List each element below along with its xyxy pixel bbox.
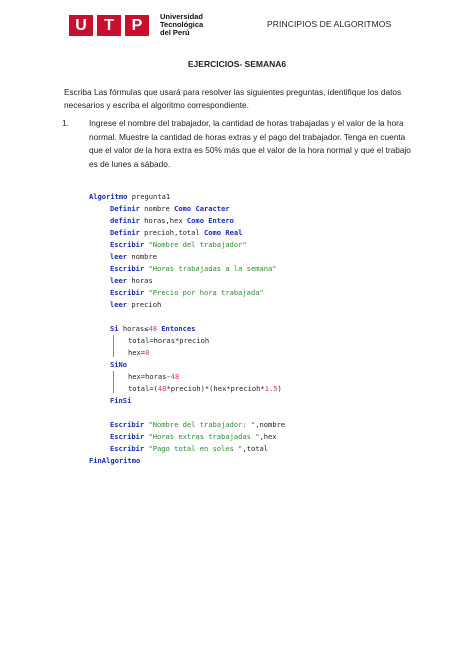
code-line-14 — [110, 359, 127, 370]
code-line-13 — [128, 347, 149, 358]
code-token: nombre — [139, 204, 175, 213]
code-line-21 — [89, 455, 140, 466]
page-header — [0, 0, 474, 50]
code-token: horas≤ — [118, 324, 149, 333]
code-token: precioh — [127, 300, 162, 309]
code-token: FinAlgoritmo — [89, 456, 141, 465]
code-token: Como — [186, 216, 204, 225]
code-token: 48 — [157, 384, 167, 393]
code-token: Escribir — [110, 444, 145, 453]
code-line-5 — [110, 239, 247, 250]
code-token: 1.5 — [264, 384, 278, 393]
code-line-16 — [128, 383, 282, 394]
code-line-8 — [110, 275, 153, 286]
code-token: Entero — [208, 216, 234, 225]
code-token: ,nombre — [255, 420, 286, 429]
code-token: *precioh)*(hex*precioh* — [166, 384, 265, 393]
else-block-guide — [113, 371, 114, 393]
code-line-9 — [110, 287, 264, 298]
code-line-15 — [128, 371, 179, 382]
code-token: total=horas*precioh — [128, 336, 210, 345]
code-token: Escribir — [110, 420, 145, 429]
code-token: 48 — [170, 372, 180, 381]
code-token: horas,hex — [139, 216, 187, 225]
code-token: "Horas trabajadas a la semana" — [148, 264, 277, 273]
code-token: hex=horas- — [128, 372, 171, 381]
code-token: Escribir — [110, 240, 145, 249]
code-token: FinSi — [110, 396, 132, 405]
logo-letter-t: T — [97, 15, 121, 36]
code-line-18 — [110, 419, 285, 430]
code-token: Escribir — [110, 264, 145, 273]
code-token: Definir — [110, 204, 140, 213]
code-token: Caracter — [195, 204, 230, 213]
code-token: Real — [225, 228, 243, 237]
code-line-7 — [110, 263, 277, 274]
code-token: "Nombre del trabajador: " — [148, 420, 256, 429]
code-token: "Precio por hora trabajada" — [148, 288, 264, 297]
exercise-text: Ingrese el nombre del trabajador, la cantidad de horas trabajadas y el valor de la hora normal. Muestre la cantidad de horas extras y el pago del trabajador. Tenga en cuenta que el valor de la hora extra es 50% más que el valor de la hora normal y que el trabajo es de lunes a sábado. — [89, 118, 411, 169]
code-line-6 — [110, 251, 157, 262]
code-token: total=( — [128, 384, 158, 393]
code-token: Escribir — [110, 432, 145, 441]
course-title: PRINCIPIOS DE ALGORITMOS — [267, 19, 392, 29]
code-token: hex= — [128, 348, 146, 357]
code-token: nombre — [127, 252, 157, 261]
code-token: leer — [110, 252, 128, 261]
code-token: Algoritmo — [89, 192, 128, 201]
university-name-line-2: Tecnológica — [160, 20, 204, 29]
code-token: precioh,total — [139, 228, 204, 237]
code-line-1 — [89, 191, 170, 202]
code-token: 48 — [148, 324, 157, 333]
logo-letter-p: P — [125, 15, 149, 36]
code-line-17 — [110, 395, 131, 406]
logo-letter-u: U — [69, 15, 93, 36]
university-name — [160, 13, 203, 37]
document-title: EJERCICIOS- SEMANA6 — [187, 59, 287, 69]
code-token: Si — [110, 324, 119, 333]
code-token: "Pago total en soles " — [148, 444, 243, 453]
code-token: leer — [110, 300, 128, 309]
code-token: Escribir — [110, 288, 145, 297]
code-line-11 — [110, 323, 195, 334]
exercise-number: 1. — [62, 118, 69, 128]
code-line-19 — [110, 431, 277, 442]
university-name-line-1: Universidad — [160, 12, 203, 21]
code-token: Entonces — [161, 324, 196, 333]
code-line-12 — [128, 335, 209, 346]
code-token: "Horas extras trabajadas " — [148, 432, 260, 441]
code-line-10 — [110, 299, 161, 310]
code-token: SiNo — [110, 360, 128, 369]
code-token: pregunta1 — [127, 192, 171, 201]
code-token: Como — [203, 228, 222, 237]
code-token: horas — [127, 276, 153, 285]
code-token: definir — [110, 216, 140, 225]
university-name-line-3: del Perú — [160, 28, 190, 37]
code-token: 0 — [145, 348, 150, 357]
code-line-20 — [110, 443, 268, 454]
code-token: "Nombre del trabajador" — [148, 240, 247, 249]
code-token: leer — [110, 276, 128, 285]
code-token: Como — [174, 204, 192, 213]
code-token: ,hex — [259, 432, 277, 441]
code-token: ,total — [242, 444, 269, 453]
instructions-paragraph: Escriba Las fórmulas que usará para resolver las siguientes preguntas, identifique los datos necesarios y escriba el algoritmo correspondiente. — [64, 87, 402, 110]
code-line-4 — [110, 227, 242, 238]
code-line-2 — [110, 203, 230, 214]
code-token: Definir — [110, 228, 140, 237]
code-line-3 — [110, 215, 234, 226]
if-block-guide — [113, 335, 114, 357]
code-token: ) — [277, 384, 282, 393]
